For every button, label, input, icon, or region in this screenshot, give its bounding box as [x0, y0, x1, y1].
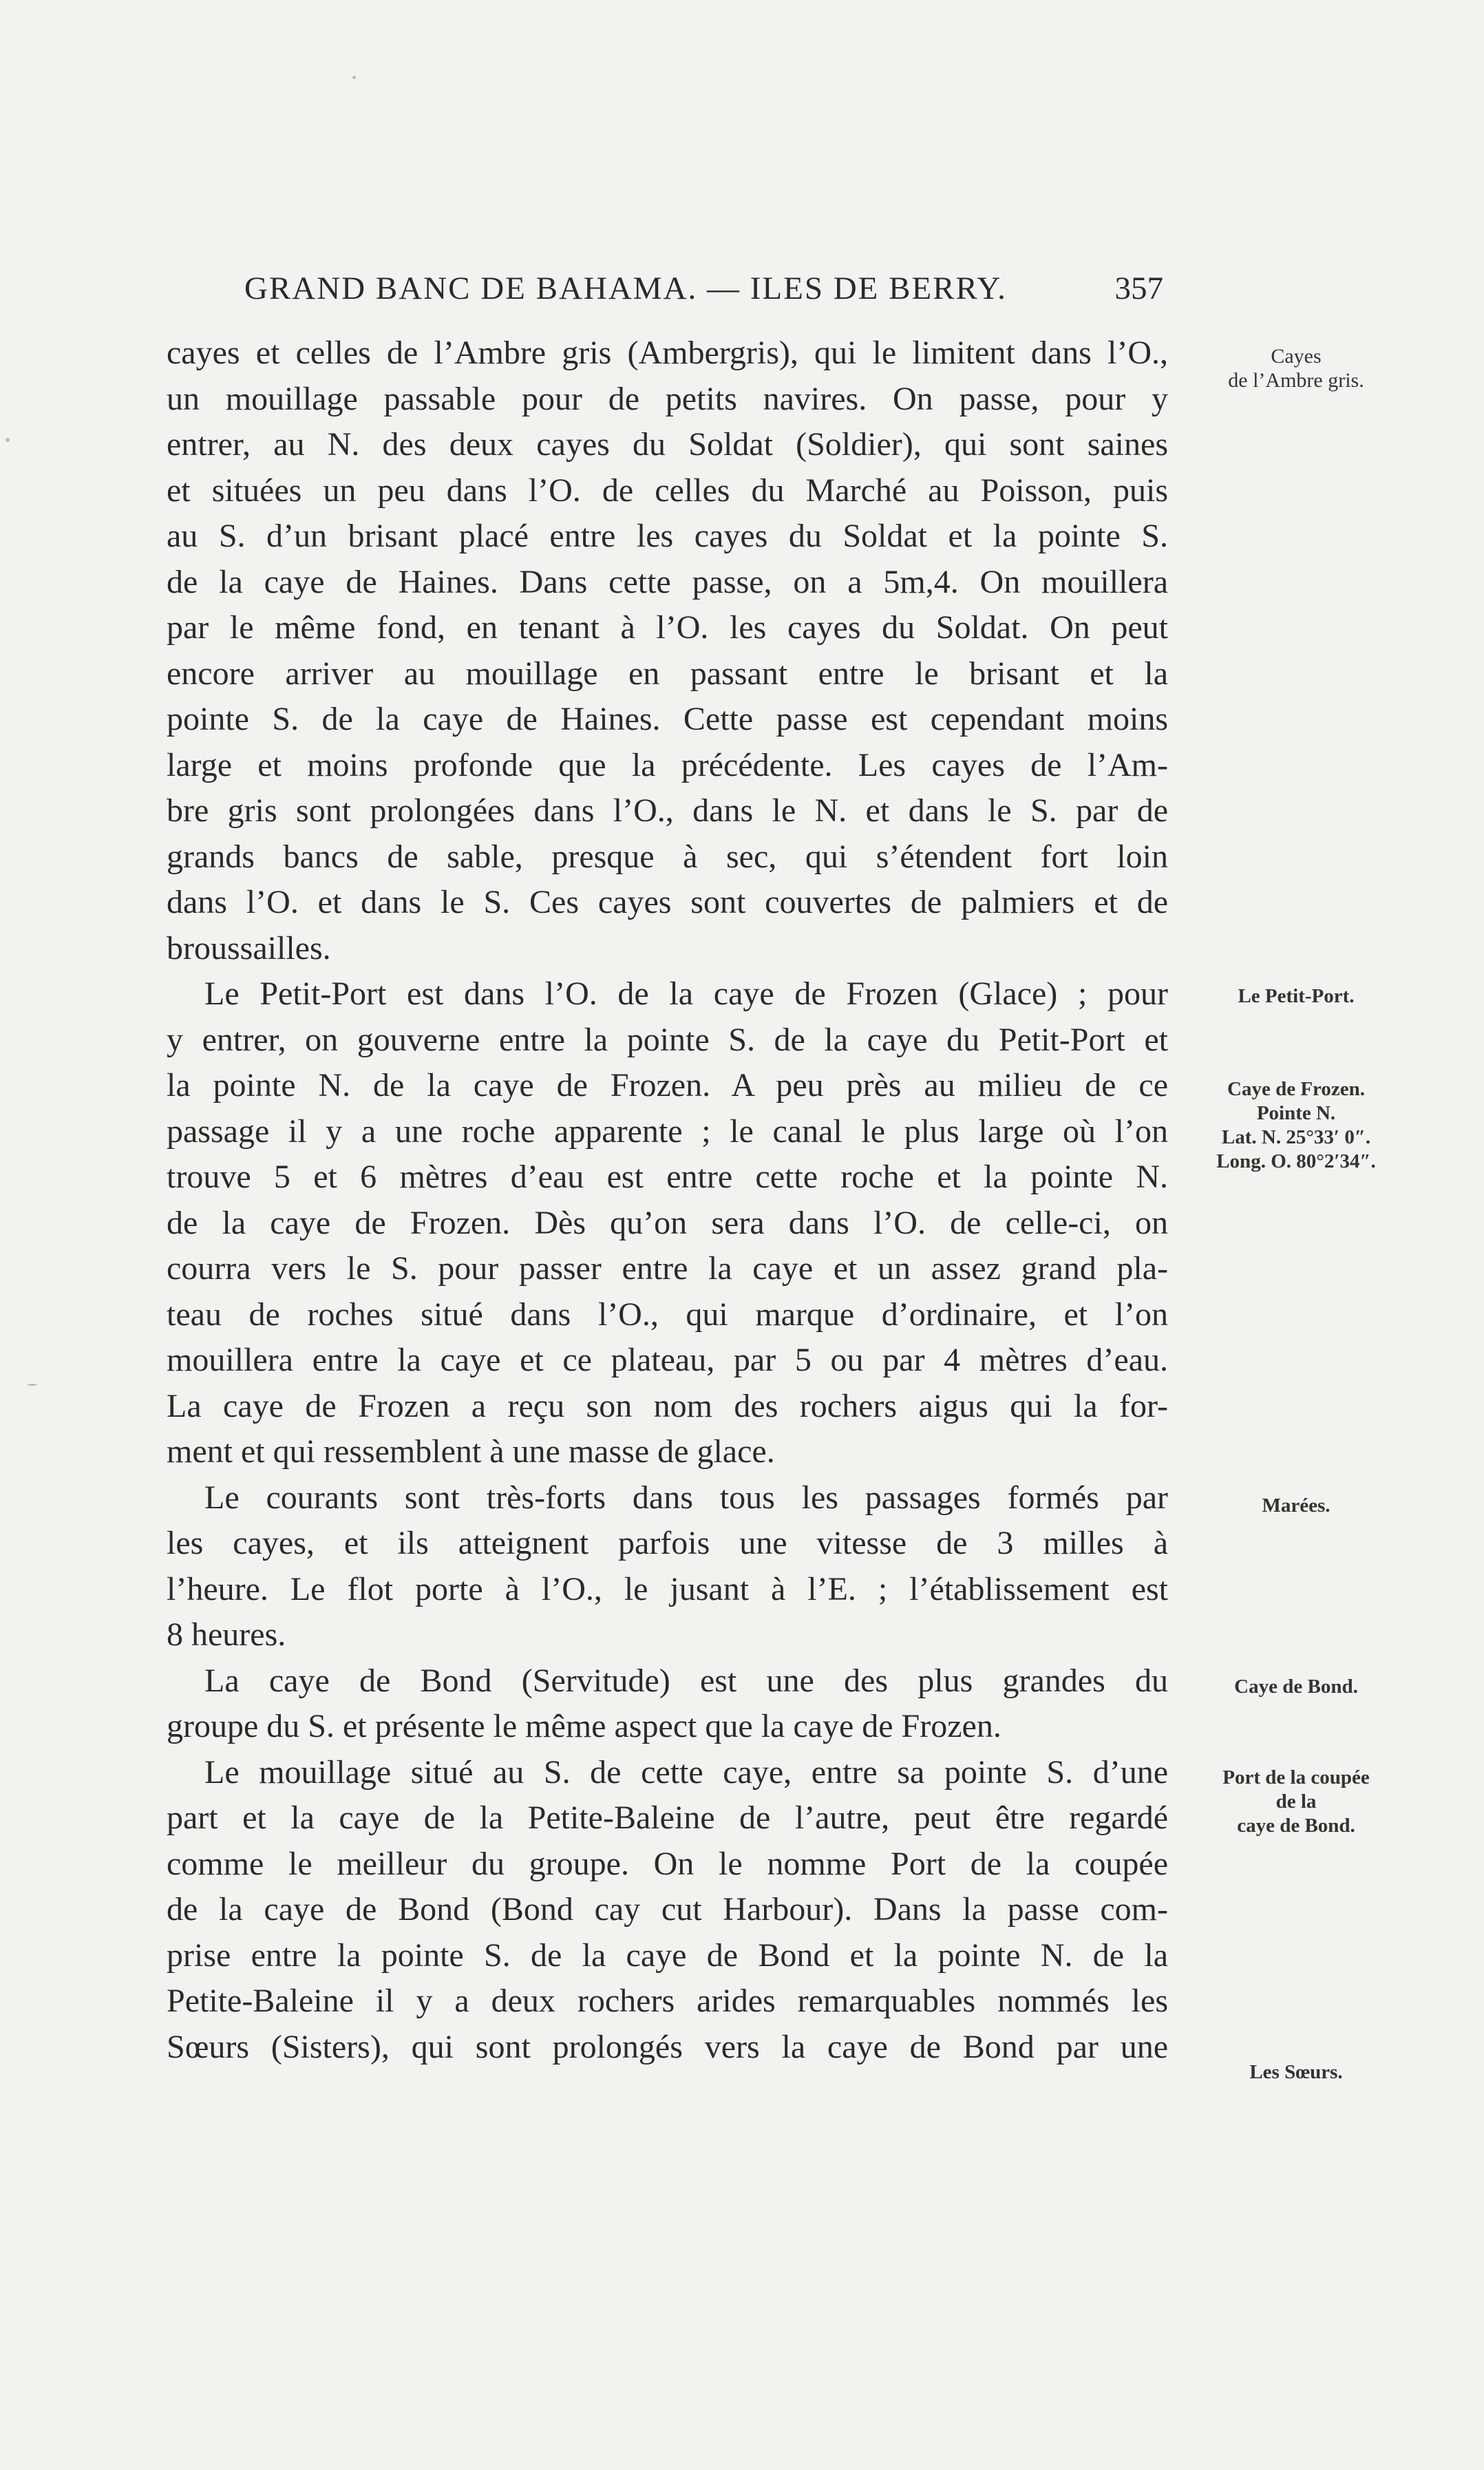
text-line: La caye de Bond (Servitude) est une des plus grandes du [204, 1662, 1168, 1699]
text-line: de la caye de Bond (Bond cay cut Harbour). Dans la passe com- [167, 1891, 1168, 1928]
margin-note-line: de l’Ambre gris. [1228, 369, 1364, 392]
margin-note-petit-port [1183, 984, 1410, 1009]
text-line: encore arriver au mouillage en passant entre le brisant et la [167, 655, 1168, 692]
text-line: pointe S. de la caye de Haines. Cette passe est cependant moins [167, 701, 1168, 737]
page-header [244, 270, 1163, 313]
text-line: Sœurs (Sisters), qui sont prolongés vers la caye de Bond par une [167, 2028, 1168, 2065]
margin-note-line: Lat. N. 25°33′ 0″. [1221, 1126, 1371, 1148]
text-line: de la caye de Frozen. Dès qu’on sera dans l’O. de celle-ci, on [167, 1204, 1168, 1241]
text-line: Le mouillage situé au S. de cette caye, entre sa pointe S. d’une [204, 1753, 1168, 1791]
margin-note-line: Cayes [1271, 345, 1322, 368]
margin-note-soeurs [1183, 2060, 1410, 2084]
text-line: courra vers le S. pour passer entre la caye et un assez grand pla- [167, 1250, 1168, 1287]
margin-note-marees [1183, 1494, 1410, 1518]
margin-note-line: Caye de Bond. [1234, 1676, 1358, 1698]
text-line: cayes et celles de l’Ambre gris (Ambergris), qui le limitent dans l’O., [167, 335, 1168, 371]
margin-note-caye-frozen [1183, 1077, 1410, 1174]
text-line: et situées un peu dans l’O. de celles du Marché au Poisson, puis [167, 472, 1168, 509]
text-line: large et moins profonde que la précédente. Les cayes de l’Am- [167, 746, 1168, 783]
margin-note-line: Marées. [1262, 1495, 1331, 1517]
text-line: mouillera entre la caye et ce plateau, par 5 ou par 4 mètres d’eau. [167, 1342, 1168, 1378]
margin-note-line: Caye de Frozen. [1227, 1078, 1365, 1100]
text-line: bre gris sont prolongées dans l’O., dans le N. et dans le S. par de [167, 792, 1168, 829]
text-line: groupe du S. et présente le même aspect que la caye de Frozen. [167, 1708, 1001, 1744]
margin-note-line: de la [1275, 1791, 1317, 1813]
margin-note-line: Le Petit-Port. [1238, 985, 1355, 1007]
paper-speck [6, 438, 10, 442]
text-line: part et la caye de la Petite-Baleine de l’autre, peut être regardé [167, 1799, 1168, 1836]
text-line: la pointe N. de la caye de Frozen. A peu près au milieu de ce [167, 1067, 1168, 1104]
text-line: entrer, au N. des deux cayes du Soldat (Soldier), qui sont saines [167, 426, 1168, 463]
text-line: par le même fond, en tenant à l’O. les cayes du Soldat. On peut [167, 609, 1168, 646]
margin-note-line: Port de la coupée [1222, 1766, 1370, 1788]
text-line: Le courants sont très-forts dans tous les passages formés par [204, 1479, 1168, 1516]
margin-note-line: Pointe N. [1256, 1102, 1336, 1124]
margin-note-line: Les Sœurs. [1249, 2061, 1343, 2083]
text-line: Le Petit-Port est dans l’O. de la caye de Frozen (Glace) ; pour [204, 975, 1168, 1012]
margin-note-caye-bond [1183, 1675, 1410, 1699]
text-line: grands bancs de sable, presque à sec, qui s’étendent fort loin [167, 838, 1168, 875]
text-line: un mouillage passable pour de petits navires. On passe, pour y [167, 380, 1168, 417]
running-title: GRAND BANC DE BAHAMA. — ILES DE BERRY. [244, 271, 1007, 306]
text-line: broussailles. [167, 929, 331, 967]
margin-note-port-coupee [1183, 1766, 1410, 1838]
text-line: comme le meilleur du groupe. On le nomme Port de la coupée [167, 1845, 1168, 1882]
margin-note-line: Long. O. 80°2′34″. [1216, 1150, 1376, 1172]
text-line: teau de roches situé dans l’O., qui marque d’ordinaire, et l’on [167, 1296, 1168, 1333]
text-line: Petite-Baleine il y a deux rochers arides remarquables nommés les [167, 1983, 1168, 2019]
margin-note-cayes-ambre [1183, 344, 1410, 392]
text-line: La caye de Frozen a reçu son nom des rochers aigus qui la for- [167, 1387, 1168, 1424]
text-line: dans l’O. et dans le S. Ces cayes sont couvertes de palmiers et de [167, 884, 1168, 920]
text-line: de la caye de Haines. Dans cette passe, on a 5m,4. On mouillera [167, 563, 1168, 600]
page-number: 357 [1114, 271, 1163, 306]
text-line: les cayes, et ils atteignent parfois une vitesse de 3 milles à [167, 1525, 1168, 1561]
paper-speck [352, 76, 356, 79]
text-line: prise entre la pointe S. de la caye de Bond et la pointe N. de la [167, 1936, 1168, 1974]
body-text [167, 330, 1168, 2070]
text-line: 8 heures. [167, 1616, 286, 1653]
text-line: ment et qui ressemblent à une masse de glace. [167, 1433, 775, 1470]
text-line: passage il y a une roche apparente ; le canal le plus large où l’on [167, 1112, 1168, 1150]
text-line: y entrer, on gouverne entre la pointe S. de la caye du Petit-Port et [167, 1021, 1168, 1058]
text-line: au S. d’un brisant placé entre les cayes du Soldat et la pointe S. [167, 518, 1168, 554]
text-line: trouve 5 et 6 mètres d’eau est entre cette roche et la pointe N. [167, 1159, 1168, 1195]
margin-note-line: caye de Bond. [1237, 1815, 1355, 1837]
text-line: l’heure. Le flot porte à l’O., le jusant à l’E. ; l’établissement est [167, 1570, 1168, 1607]
paper-speck [28, 1384, 37, 1386]
